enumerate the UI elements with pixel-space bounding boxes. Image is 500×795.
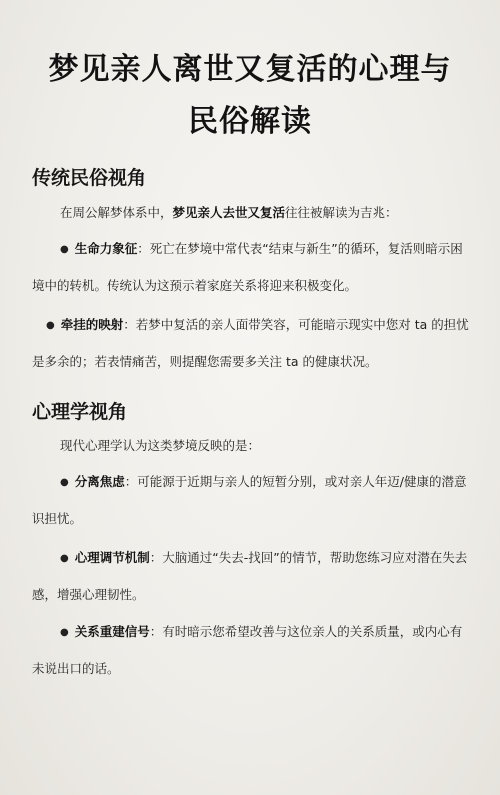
bullet-icon: ●	[60, 627, 69, 638]
list-item-text: ：死亡在梦境中常代表“结束与新生”的循环，复活则暗示困境中的转机。传统认为这预示着家庭关系将迎来积极变化。	[32, 241, 463, 293]
list-item-label: 牵挂的映射	[60, 317, 124, 332]
section1-intro	[32, 195, 500, 231]
bullet-icon: ●	[60, 244, 69, 255]
list-item-label: 关系重建信号	[74, 624, 150, 639]
page-title	[0, 44, 500, 148]
list-item-text: ：可能源于近期与亲人的短暂分别，或对亲人年迈/健康的潜意识担忧。	[32, 474, 467, 526]
list-item	[32, 540, 472, 613]
list-item	[32, 464, 472, 537]
section-heading-psychology: 心理学视角	[32, 401, 128, 423]
list-item	[32, 231, 472, 304]
list-item-label: 分离焦虑	[74, 474, 125, 489]
title-line-1: 梦见亲人离世又复活的心理与	[48, 52, 452, 87]
section1-intro-bold: 梦见亲人去世又复活	[172, 205, 286, 220]
section1-intro-before: 在周公解梦体系中，	[60, 205, 173, 220]
bullet-icon: ●	[60, 553, 69, 564]
list-item-text: ：大脑通过“失去-找回”的情节，帮助您练习应对潜在失去感，增强心理韧性。	[32, 550, 468, 602]
list-item-text: ：若梦中复活的亲人面带笑容，可能暗示现实中您对 ta 的担忧是多余的；若表情痛苦，则提醒您需要多关注 ta 的健康状况。	[32, 317, 469, 369]
bullet-icon: ●	[60, 477, 69, 488]
section1-intro-after: 往往被解读为吉兆：	[285, 205, 398, 220]
bullet-icon: ●	[46, 320, 55, 331]
title-line-2: 民俗解读	[188, 104, 312, 139]
section2-intro: 现代心理学认为这类梦境反映的是：	[60, 438, 261, 453]
list-item	[32, 307, 472, 380]
list-item-label: 心理调节机制	[74, 550, 150, 565]
list-item	[32, 614, 472, 687]
section-heading-folk: 传统民俗视角	[32, 167, 147, 189]
list-item-text: ：有时暗示您希望改善与这位亲人的关系质量，或内心有未说出口的话。	[32, 624, 463, 676]
list-item-label: 生命力象征	[74, 241, 138, 256]
